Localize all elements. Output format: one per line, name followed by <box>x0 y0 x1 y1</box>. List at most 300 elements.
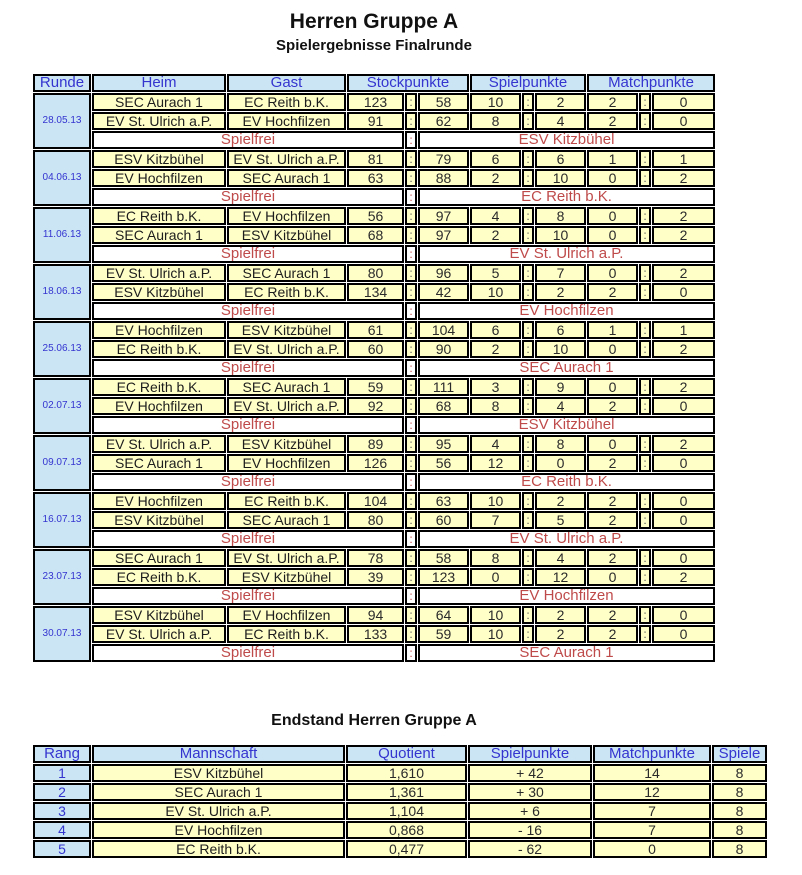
col-header-rang: Rang <box>33 745 91 763</box>
score-colon: : <box>405 131 417 149</box>
spielpunkte-gast: 9 <box>535 378 586 396</box>
gast-team: EV St. Ulrich a.P. <box>227 397 346 415</box>
heim-team: ESV Kitzbühel <box>92 283 226 301</box>
spielpunkte-heim: 8 <box>470 112 521 130</box>
stockpunkte-heim: 104 <box>347 492 404 510</box>
stockpunkte-gast: 90 <box>418 340 469 358</box>
col-header-matchpunkte: Matchpunkte <box>593 745 711 763</box>
spielfrei-label: Spielfrei <box>92 359 404 377</box>
match-row <box>33 454 715 472</box>
match-row <box>33 568 715 586</box>
score-colon: : <box>405 150 417 168</box>
round-date: 30.07.13 <box>33 606 91 662</box>
standings-table <box>32 744 768 859</box>
stockpunkte-gast: 42 <box>418 283 469 301</box>
spielpunkte-heim: 6 <box>470 150 521 168</box>
score-colon: : <box>522 435 534 453</box>
matchpunkte-cell: 7 <box>593 821 711 839</box>
col-header-spielpunkte: Spielpunkte <box>470 74 586 92</box>
stockpunkte-heim: 134 <box>347 283 404 301</box>
spielpunkte-heim: 3 <box>470 378 521 396</box>
stockpunkte-heim: 59 <box>347 378 404 396</box>
spielpunkte-heim: 12 <box>470 454 521 472</box>
col-header-gast: Gast <box>227 74 346 92</box>
spielfrei-label: Spielfrei <box>92 302 404 320</box>
rank-cell: 3 <box>33 802 91 820</box>
quotient-cell: 0,477 <box>346 840 467 858</box>
gast-team: SEC Aurach 1 <box>227 511 346 529</box>
spielfrei-team: EC Reith b.K. <box>418 473 715 491</box>
spielfrei-row <box>33 473 715 491</box>
round-date: 25.06.13 <box>33 321 91 377</box>
spielfrei-row <box>33 644 715 662</box>
matchpunkte-cell: 14 <box>593 764 711 782</box>
standings-row <box>33 840 767 858</box>
team-cell: SEC Aurach 1 <box>92 783 345 801</box>
spielfrei-label: Spielfrei <box>92 473 404 491</box>
matchpunkte-gast: 0 <box>652 625 715 643</box>
gast-team: ESV Kitzbühel <box>227 568 346 586</box>
col-header-stockpunkte: Stockpunkte <box>347 74 469 92</box>
score-colon: : <box>522 340 534 358</box>
score-colon: : <box>405 340 417 358</box>
spielpunkte-heim: 2 <box>470 169 521 187</box>
matchpunkte-heim: 2 <box>587 397 638 415</box>
col-header-mannschaft: Mannschaft <box>92 745 345 763</box>
team-cell: EV St. Ulrich a.P. <box>92 802 345 820</box>
gast-team: SEC Aurach 1 <box>227 264 346 282</box>
matchpunkte-heim: 2 <box>587 93 638 111</box>
score-colon: : <box>522 549 534 567</box>
page-subtitle: Spielergebnisse Finalrunde <box>276 37 472 54</box>
score-colon: : <box>405 207 417 225</box>
score-colon: : <box>639 606 651 624</box>
score-colon: : <box>405 530 417 548</box>
score-colon: : <box>522 112 534 130</box>
score-colon: : <box>405 264 417 282</box>
match-row <box>33 378 715 396</box>
heim-team: EC Reith b.K. <box>92 568 226 586</box>
score-colon: : <box>405 226 417 244</box>
gast-team: EV St. Ulrich a.P. <box>227 549 346 567</box>
stockpunkte-heim: 68 <box>347 226 404 244</box>
heim-team: ESV Kitzbühel <box>92 606 226 624</box>
score-colon: : <box>522 169 534 187</box>
round-date: 11.06.13 <box>33 207 91 263</box>
spielfrei-label: Spielfrei <box>92 530 404 548</box>
stockpunkte-heim: 39 <box>347 568 404 586</box>
col-header-matchpunkte: Matchpunkte <box>587 74 715 92</box>
rank-cell: 2 <box>33 783 91 801</box>
heim-team: EV St. Ulrich a.P. <box>92 112 226 130</box>
matchpunkte-heim: 2 <box>587 112 638 130</box>
rank-cell: 1 <box>33 764 91 782</box>
spielfrei-row <box>33 131 715 149</box>
spielpunkte-heim: 4 <box>470 207 521 225</box>
score-colon: : <box>639 549 651 567</box>
stockpunkte-gast: 97 <box>418 207 469 225</box>
match-row <box>33 492 715 510</box>
spielfrei-team: EV Hochfilzen <box>418 587 715 605</box>
match-row <box>33 226 715 244</box>
score-colon: : <box>639 511 651 529</box>
spielpunkte-gast: 2 <box>535 283 586 301</box>
spielfrei-label: Spielfrei <box>92 131 404 149</box>
matchpunkte-cell: 7 <box>593 802 711 820</box>
score-colon: : <box>639 321 651 339</box>
spiele-cell: 8 <box>712 783 767 801</box>
match-row <box>33 207 715 225</box>
spielpunkte-gast: 6 <box>535 321 586 339</box>
score-colon: : <box>522 321 534 339</box>
spielpunkte-heim: 7 <box>470 511 521 529</box>
matchpunkte-gast: 0 <box>652 454 715 472</box>
spielfrei-row <box>33 359 715 377</box>
col-header-quotient: Quotient <box>346 745 467 763</box>
stockpunkte-gast: 62 <box>418 112 469 130</box>
spielfrei-team: SEC Aurach 1 <box>418 644 715 662</box>
heim-team: SEC Aurach 1 <box>92 93 226 111</box>
stockpunkte-gast: 79 <box>418 150 469 168</box>
score-colon: : <box>522 625 534 643</box>
matchpunkte-gast: 2 <box>652 568 715 586</box>
spielfrei-label: Spielfrei <box>92 644 404 662</box>
spielpunkte-cell: - 62 <box>468 840 592 858</box>
matchpunkte-heim: 0 <box>587 207 638 225</box>
spielfrei-row <box>33 245 715 263</box>
score-colon: : <box>405 473 417 491</box>
spielpunkte-heim: 10 <box>470 492 521 510</box>
match-row <box>33 112 715 130</box>
score-colon: : <box>405 302 417 320</box>
spielfrei-row <box>33 416 715 434</box>
spielpunkte-heim: 8 <box>470 397 521 415</box>
heim-team: EV Hochfilzen <box>92 321 226 339</box>
col-header-runde: Runde <box>33 74 91 92</box>
match-row <box>33 340 715 358</box>
gast-team: EC Reith b.K. <box>227 283 346 301</box>
spielpunkte-cell: + 42 <box>468 764 592 782</box>
matchpunkte-heim: 1 <box>587 321 638 339</box>
gast-team: EV Hochfilzen <box>227 112 346 130</box>
stockpunkte-heim: 80 <box>347 264 404 282</box>
stockpunkte-heim: 123 <box>347 93 404 111</box>
score-colon: : <box>405 549 417 567</box>
score-colon: : <box>405 568 417 586</box>
match-row <box>33 169 715 187</box>
matchpunkte-heim: 0 <box>587 264 638 282</box>
score-colon: : <box>522 378 534 396</box>
spielfrei-row <box>33 302 715 320</box>
matchpunkte-heim: 2 <box>587 511 638 529</box>
round-date: 23.07.13 <box>33 549 91 605</box>
spielpunkte-gast: 10 <box>535 226 586 244</box>
spielpunkte-gast: 0 <box>535 454 586 472</box>
matchpunkte-heim: 0 <box>587 435 638 453</box>
stockpunkte-gast: 63 <box>418 492 469 510</box>
score-colon: : <box>522 397 534 415</box>
match-row <box>33 397 715 415</box>
stockpunkte-gast: 111 <box>418 378 469 396</box>
matchpunkte-gast: 2 <box>652 378 715 396</box>
gast-team: SEC Aurach 1 <box>227 169 346 187</box>
page-title: Herren Gruppe A <box>289 10 459 33</box>
results-header-row <box>33 74 715 92</box>
spielpunkte-gast: 10 <box>535 340 586 358</box>
spielpunkte-heim: 10 <box>470 606 521 624</box>
gast-team: EV St. Ulrich a.P. <box>227 150 346 168</box>
match-row <box>33 321 715 339</box>
spielpunkte-gast: 8 <box>535 435 586 453</box>
matchpunkte-heim: 0 <box>587 226 638 244</box>
score-colon: : <box>405 93 417 111</box>
quotient-cell: 0,868 <box>346 821 467 839</box>
matchpunkte-gast: 0 <box>652 606 715 624</box>
spielfrei-team: SEC Aurach 1 <box>418 359 715 377</box>
spielfrei-row <box>33 587 715 605</box>
score-colon: : <box>639 625 651 643</box>
spielpunkte-gast: 8 <box>535 207 586 225</box>
score-colon: : <box>405 511 417 529</box>
spielpunkte-gast: 4 <box>535 112 586 130</box>
score-colon: : <box>639 150 651 168</box>
spiele-cell: 8 <box>712 821 767 839</box>
matchpunkte-cell: 12 <box>593 783 711 801</box>
heim-team: EV St. Ulrich a.P. <box>92 435 226 453</box>
matchpunkte-heim: 0 <box>587 568 638 586</box>
stockpunkte-heim: 80 <box>347 511 404 529</box>
col-header-spielpunkte: Spielpunkte <box>468 745 592 763</box>
stockpunkte-gast: 68 <box>418 397 469 415</box>
heim-team: EV Hochfilzen <box>92 169 226 187</box>
gast-team: ESV Kitzbühel <box>227 226 346 244</box>
spielpunkte-heim: 2 <box>470 226 521 244</box>
col-header-heim: Heim <box>92 74 226 92</box>
stockpunkte-heim: 61 <box>347 321 404 339</box>
matchpunkte-gast: 2 <box>652 207 715 225</box>
matchpunkte-heim: 2 <box>587 549 638 567</box>
score-colon: : <box>639 454 651 472</box>
stockpunkte-gast: 88 <box>418 169 469 187</box>
matchpunkte-heim: 2 <box>587 492 638 510</box>
heim-team: EV Hochfilzen <box>92 492 226 510</box>
stockpunkte-heim: 78 <box>347 549 404 567</box>
score-colon: : <box>405 188 417 206</box>
spielpunkte-gast: 2 <box>535 492 586 510</box>
matchpunkte-gast: 2 <box>652 226 715 244</box>
score-colon: : <box>405 397 417 415</box>
col-header-spiele: Spiele <box>712 745 767 763</box>
score-colon: : <box>405 321 417 339</box>
matchpunkte-gast: 0 <box>652 397 715 415</box>
gast-team: EV Hochfilzen <box>227 207 346 225</box>
rank-cell: 4 <box>33 821 91 839</box>
matchpunkte-gast: 0 <box>652 93 715 111</box>
quotient-cell: 1,610 <box>346 764 467 782</box>
score-colon: : <box>405 644 417 662</box>
spielpunkte-gast: 7 <box>535 264 586 282</box>
spielpunkte-heim: 2 <box>470 340 521 358</box>
spielfrei-row <box>33 188 715 206</box>
heim-team: EC Reith b.K. <box>92 378 226 396</box>
team-cell: ESV Kitzbühel <box>92 764 345 782</box>
match-row <box>33 435 715 453</box>
stockpunkte-gast: 56 <box>418 454 469 472</box>
matchpunkte-heim: 2 <box>587 625 638 643</box>
score-colon: : <box>639 435 651 453</box>
score-colon: : <box>522 264 534 282</box>
matchpunkte-heim: 0 <box>587 340 638 358</box>
matchpunkte-heim: 0 <box>587 169 638 187</box>
stockpunkte-heim: 126 <box>347 454 404 472</box>
heim-team: ESV Kitzbühel <box>92 511 226 529</box>
spielpunkte-cell: + 6 <box>468 802 592 820</box>
stockpunkte-gast: 58 <box>418 549 469 567</box>
match-row <box>33 511 715 529</box>
matchpunkte-gast: 2 <box>652 340 715 358</box>
stockpunkte-gast: 59 <box>418 625 469 643</box>
gast-team: EV St. Ulrich a.P. <box>227 340 346 358</box>
spielpunkte-gast: 4 <box>535 549 586 567</box>
spielpunkte-heim: 6 <box>470 321 521 339</box>
standings-header-row <box>33 745 767 763</box>
stockpunkte-gast: 58 <box>418 93 469 111</box>
score-colon: : <box>639 378 651 396</box>
quotient-cell: 1,361 <box>346 783 467 801</box>
match-row <box>33 283 715 301</box>
score-colon: : <box>405 454 417 472</box>
matchpunkte-gast: 0 <box>652 492 715 510</box>
spielpunkte-gast: 2 <box>535 625 586 643</box>
score-colon: : <box>639 568 651 586</box>
heim-team: EV St. Ulrich a.P. <box>92 264 226 282</box>
matchpunkte-cell: 0 <box>593 840 711 858</box>
score-colon: : <box>405 359 417 377</box>
spiele-cell: 8 <box>712 802 767 820</box>
round-date: 09.07.13 <box>33 435 91 491</box>
team-cell: EV Hochfilzen <box>92 821 345 839</box>
stockpunkte-gast: 97 <box>418 226 469 244</box>
score-colon: : <box>405 112 417 130</box>
spiele-cell: 8 <box>712 764 767 782</box>
gast-team: SEC Aurach 1 <box>227 378 346 396</box>
stockpunkte-gast: 64 <box>418 606 469 624</box>
stockpunkte-gast: 95 <box>418 435 469 453</box>
score-colon: : <box>639 492 651 510</box>
stockpunkte-heim: 92 <box>347 397 404 415</box>
heim-team: SEC Aurach 1 <box>92 454 226 472</box>
quotient-cell: 1,104 <box>346 802 467 820</box>
matchpunkte-heim: 1 <box>587 150 638 168</box>
score-colon: : <box>639 207 651 225</box>
score-colon: : <box>522 283 534 301</box>
standings-row <box>33 802 767 820</box>
matchpunkte-heim: 0 <box>587 378 638 396</box>
stockpunkte-heim: 89 <box>347 435 404 453</box>
standings-row <box>33 821 767 839</box>
match-row <box>33 625 715 643</box>
gast-team: EV Hochfilzen <box>227 606 346 624</box>
gast-team: EC Reith b.K. <box>227 625 346 643</box>
round-date: 28.05.13 <box>33 93 91 149</box>
spielpunkte-cell: - 16 <box>468 821 592 839</box>
score-colon: : <box>405 245 417 263</box>
matchpunkte-heim: 2 <box>587 283 638 301</box>
spielpunkte-gast: 2 <box>535 606 586 624</box>
matchpunkte-gast: 0 <box>652 549 715 567</box>
stockpunkte-heim: 56 <box>347 207 404 225</box>
match-row <box>33 93 715 111</box>
standings-title: Endstand Herren Gruppe A <box>271 712 477 729</box>
spielfrei-team: EC Reith b.K. <box>418 188 715 206</box>
round-date: 18.06.13 <box>33 264 91 320</box>
stockpunkte-gast: 123 <box>418 568 469 586</box>
match-row <box>33 264 715 282</box>
stockpunkte-heim: 91 <box>347 112 404 130</box>
stockpunkte-heim: 81 <box>347 150 404 168</box>
score-colon: : <box>639 112 651 130</box>
stockpunkte-heim: 60 <box>347 340 404 358</box>
stockpunkte-heim: 94 <box>347 606 404 624</box>
spielpunkte-heim: 10 <box>470 625 521 643</box>
score-colon: : <box>522 93 534 111</box>
spielpunkte-heim: 10 <box>470 283 521 301</box>
standings-row <box>33 783 767 801</box>
spielpunkte-gast: 6 <box>535 150 586 168</box>
match-row <box>33 549 715 567</box>
spielpunkte-heim: 0 <box>470 568 521 586</box>
gast-team: EC Reith b.K. <box>227 93 346 111</box>
spielpunkte-gast: 10 <box>535 169 586 187</box>
spielpunkte-heim: 5 <box>470 264 521 282</box>
gast-team: ESV Kitzbühel <box>227 321 346 339</box>
matchpunkte-gast: 0 <box>652 112 715 130</box>
results-table <box>32 73 716 663</box>
match-row <box>33 606 715 624</box>
spielpunkte-gast: 4 <box>535 397 586 415</box>
score-colon: : <box>522 150 534 168</box>
score-colon: : <box>639 226 651 244</box>
spielpunkte-heim: 4 <box>470 435 521 453</box>
score-colon: : <box>405 492 417 510</box>
standings-row <box>33 764 767 782</box>
score-colon: : <box>405 625 417 643</box>
score-colon: : <box>405 606 417 624</box>
spielpunkte-heim: 8 <box>470 549 521 567</box>
score-colon: : <box>405 283 417 301</box>
gast-team: EV Hochfilzen <box>227 454 346 472</box>
score-colon: : <box>405 587 417 605</box>
spielfrei-label: Spielfrei <box>92 587 404 605</box>
spielfrei-team: ESV Kitzbühel <box>418 416 715 434</box>
round-date: 04.06.13 <box>33 150 91 206</box>
heim-team: EV Hochfilzen <box>92 397 226 415</box>
score-colon: : <box>405 378 417 396</box>
round-date: 02.07.13 <box>33 378 91 434</box>
spielpunkte-heim: 10 <box>470 93 521 111</box>
heim-team: ESV Kitzbühel <box>92 150 226 168</box>
score-colon: : <box>522 492 534 510</box>
spielfrei-team: EV Hochfilzen <box>418 302 715 320</box>
gast-team: EC Reith b.K. <box>227 492 346 510</box>
spielpunkte-gast: 12 <box>535 568 586 586</box>
matchpunkte-gast: 1 <box>652 150 715 168</box>
matchpunkte-gast: 0 <box>652 511 715 529</box>
team-cell: EC Reith b.K. <box>92 840 345 858</box>
heim-team: SEC Aurach 1 <box>92 226 226 244</box>
score-colon: : <box>522 511 534 529</box>
spielfrei-team: EV St. Ulrich a.P. <box>418 530 715 548</box>
